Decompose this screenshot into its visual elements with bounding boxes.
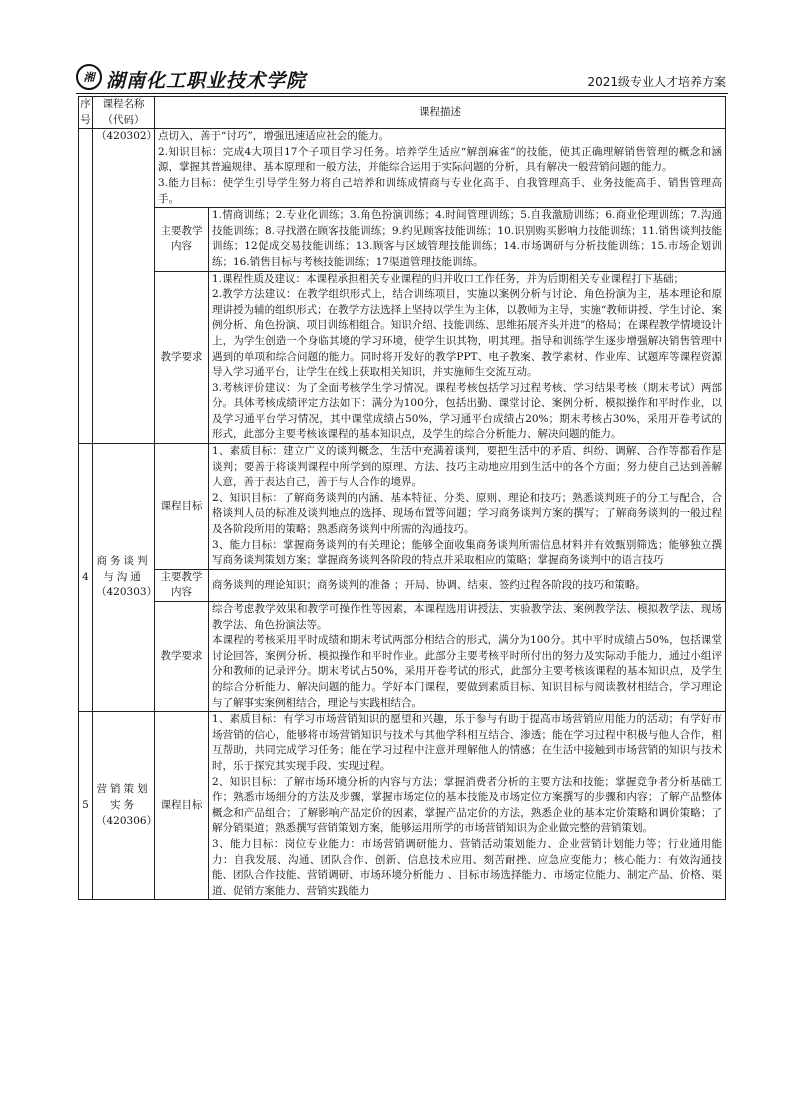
objective-line: 3.能力目标：使学生引导学生努力将自己培养和训练成情商与专业化高手、自我管理高手、业务技能高手、销售管理高手。 bbox=[158, 176, 722, 205]
school-name: 湖南化工职业技术学院 bbox=[106, 70, 307, 92]
table-header-row bbox=[79, 97, 726, 129]
school-logo bbox=[76, 64, 102, 90]
course3-requirements bbox=[209, 271, 726, 444]
course3-content-label: 主要教学内容 bbox=[155, 208, 209, 271]
course4-objectives bbox=[209, 444, 726, 570]
table-row bbox=[79, 569, 726, 601]
table-row bbox=[79, 208, 726, 271]
course5-title: 营销策划实务 bbox=[96, 783, 151, 811]
requirement-line: 2.教学方法建议：在教学组织形式上，结合训练项目，实施以案例分析与讨论、角色扮演为主，基本理论和原理讲授为辅的组织形式；在教学方法选择上坚持以学生为主体，以教师为主导，实施“教师讲授、学生讨论、案例分析、角色扮演、项目训练相组合。知识介绍、技能训练、思维拓展齐头并进”的格局；在课程教学情境设计上，为学生创造一个身临其境的学习环境，使学生识其物，明其理。指导和训练学生逐步增强解决销售管理中遇到的单项和综合问题的能力。同时将开发好的教学PPT、电子教案、教学素材、作业库、试题库等课程资源导入学习通平台，让学生在线上获取相关知识，并实施师生交流互动。 bbox=[212, 288, 722, 379]
course5-objectives bbox=[209, 712, 726, 900]
page-header bbox=[76, 64, 728, 94]
course4-content: 商务谈判的理论知识；商务谈判的准备 ；开局、协调、结束、签约过程各阶段的技巧和策略。 bbox=[209, 569, 726, 601]
course3-no bbox=[79, 129, 93, 444]
course5-no: 5 bbox=[79, 712, 93, 900]
header-desc: 课程描述 bbox=[155, 97, 726, 129]
header-rule bbox=[76, 93, 728, 94]
course5-goal-label: 课程目标 bbox=[155, 712, 209, 900]
header-name: 课程名称（代码） bbox=[93, 97, 155, 129]
plan-title: 2021级专业人才培养方案 bbox=[587, 75, 726, 89]
course4-title: 商务谈判与沟通 bbox=[96, 555, 151, 583]
objective-line: 3、能力目标：掌握商务谈判的有关理论；能够全面收集商务谈判所需信息材料并有效甄别筛选；能够独立撰写商务谈判策划方案；掌握商务谈判各阶段的特点并采取相应的策略；掌握商务谈判中的语言技巧 bbox=[212, 538, 722, 567]
course3-objectives bbox=[155, 129, 726, 208]
course4-code: （420303） bbox=[96, 586, 158, 599]
course4-content-label: 主要教学内容 bbox=[155, 569, 209, 601]
course4-req-label: 教学要求 bbox=[155, 602, 209, 712]
course3-content: 1.情商训练；2.专业化训练；3.角色扮演训练；4.时间管理训练；5.自我激励训练；6.商业伦理训练；7.沟通技能训练；8.寻找潜在顾客技能训练；9.约见顾客技能训练；10.识别购买影响力技能训练；11.销售谈判技能训练；12促成交易技能训练；13.顾客与区域管理技能训练；14.市场调研与分析技能训练；15.市场企划训练；16.销售目标与考核技能训练；17渠道管理技能训练。 bbox=[209, 208, 726, 271]
table-row bbox=[79, 712, 726, 900]
objective-line: 3、能力目标：岗位专业能力：市场营销调研能力、营销活动策划能力、企业营销计划能力等；行业通用能力：自我发展、沟通、团队合作、创新、信息技术应用、刻苦耐挫、应急应变能力；核心能力：有效沟通技能、团队合作技能、营销调研、市场环境分析能力 、目标市场选择能力、市场定位能力、制定产品、价格、渠道、促销方案能力、营销实践能力 bbox=[212, 837, 722, 897]
course3-name bbox=[93, 129, 158, 444]
logo-glyph: 湘 bbox=[83, 71, 95, 84]
objective-line: 2、知识目标：了解商务谈判的内涵、基本特征、分类、原则、理论和技巧；熟悉谈判班子的分工与配合，合格谈判人员的标准及谈判地点的选择、现场布置等问题；学习商务谈判方案的撰写；了解商务谈判的一般过程及各阶段所用的策略；熟悉商务谈判中所需的沟通技巧。 bbox=[212, 491, 722, 536]
requirement-line: 本课程的考核采用平时成绩和期末考试两部分相结合的形式，满分为100分。其中平时成绩占50%，包括课堂讨论回答，案例分析、模拟操作和平时作业。此部分主要考核平时所付出的努力及实际动手能力，通过小组评分和教师的记录评分。期末考试占50%，采用开卷考试的形式，此部分主要考核该课程的基本知识点，及学生的综合分析能力、解决问题的能力。学好本门课程，要做到素质目标、知识目标与阅读教材相结合，学习理论与了解事实案例相结合，理论与实践相结合。 bbox=[212, 634, 722, 709]
course4-name bbox=[93, 444, 158, 712]
course4-goal-label: 课程目标 bbox=[155, 444, 209, 570]
objective-line: 1、素质目标：有学习市场营销知识的愿望和兴趣，乐于参与有助于提高市场营销应用能力的活动；有学好市场营销的信心，能够将市场营销知识与技术与其他学科相互结合、渗透；能在学习过程中积极与他人合作，相互帮助，共同完成学习任务；能在学习过程中注意并理解他人的情感；在生活中接触到市场营销的知识与技术时，乐于探究其实现手段、实现过程。 bbox=[212, 713, 722, 772]
course3-req-label: 教学要求 bbox=[155, 271, 209, 444]
course3-code: （420302） bbox=[96, 130, 158, 143]
course-table bbox=[78, 96, 726, 900]
objective-line: 点切入，善于“讨巧”，增强迅速适应社会的能力。 bbox=[158, 130, 390, 143]
header-no: 序号 bbox=[79, 97, 93, 129]
requirement-line: 3.考核评价建议：为了全面考核学生学习情况。课程考核包括学习过程考核、学习结果考核（期末考试）两部分。具体考核成绩评定方法如下：满分为100分，包括出勤、课堂讨论、案例分析、模拟操作和平时作业，以及学习通平台学习情况，其中课堂成绩占50%，学习通平台成绩占20%；期末考核占30%，采用开卷考试的形式，此部分主要考核该课程的基本知识点，及学生的综合分析能力、解决问题的能力。 bbox=[212, 381, 722, 441]
course5-code: （420306） bbox=[96, 814, 158, 827]
requirement-line: 综合考虑教学效果和教学可操作性等因素，本课程选用讲授法、实验教学法、案例教学法、模拟教学法、现场教学法、角色扮演法等。 bbox=[212, 603, 722, 631]
objective-line: 1、素质目标：建立广义的谈判概念，生活中充满着谈判，要把生活中的矛盾、纠纷、调解、合作等都看作是谈判；要善于将谈判课程中所学到的原理、方法、技巧主动地应用到生活中的各个方面；努力使自己达到善解人意，善于表达自己，善于与人合作的境界。 bbox=[212, 445, 722, 489]
objective-line: 2.知识目标：完成4大项目17个子项目学习任务。培养学生适应“解剖麻雀”的技能，使其正确理解销售管理的概念和涵源，掌握其普遍规律、基本原理和一般方法，并能综合运用于实际问题的分析，具有解决一般营销问题的能力。 bbox=[158, 145, 722, 174]
table-row bbox=[79, 444, 726, 570]
course4-requirements bbox=[209, 602, 726, 712]
table-row bbox=[79, 129, 726, 208]
table-row bbox=[79, 602, 726, 712]
course5-name bbox=[93, 712, 158, 900]
table-row bbox=[79, 271, 726, 444]
requirement-line: 1.课程性质及建议：本课程承担相关专业课程的归并收口工作任务，并为后期相关专业课程打下基础； bbox=[212, 272, 685, 285]
course4-no: 4 bbox=[79, 444, 93, 712]
objective-line: 2、知识目标：了解市场环境分析的内容与方法；掌握消费者分析的主要方法和技能；掌握竞争者分析基础工作；熟悉市场细分的方法及步骤，掌握市场定位的基本技能及市场定位方案撰写的步骤和内容；了解产品整体概念和产品组合；了解影响产品定价的因素，掌握产品定价的方法，熟悉企业的基本定价策略和调价策略；了解分销渠道；熟悉撰写营销策划方案，能够运用所学的市场营销知识为企业做完整的营销策划。 bbox=[212, 775, 722, 835]
